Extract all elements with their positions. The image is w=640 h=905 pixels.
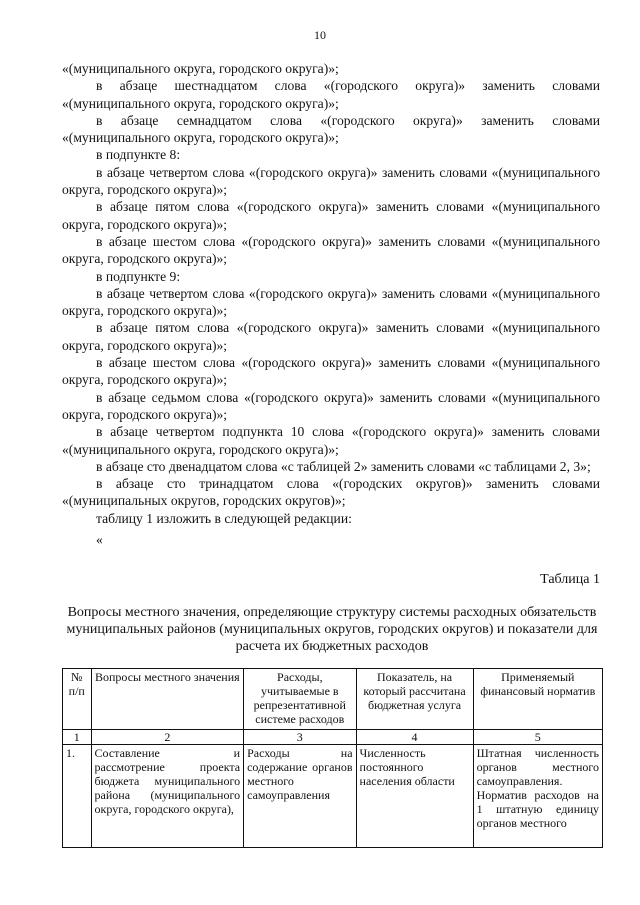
- column-number-row: [63, 730, 603, 745]
- page-number: 10: [314, 28, 326, 42]
- opening-quote: «: [96, 532, 103, 548]
- column-number: 2: [91, 730, 244, 745]
- header-indicator: Показатель, на который рассчитана бюджетная услуга: [356, 669, 473, 730]
- header-expenses: Расходы, учитываемые в репрезентативной системе расходов: [244, 669, 356, 730]
- paragraph: таблицу 1 изложить в следующей редакции:: [96, 510, 352, 526]
- paragraph: в абзаце шестом слова «(городского округа)» заменить словами «(муниципального округа, городского округа)»;: [62, 355, 600, 388]
- header-issues: Вопросы местного значения: [91, 669, 244, 730]
- table-title: Вопросы местного значения, определяющие структуру системы расходных обязательств муниципальных районов (муниципальных округов, городских округов) и показатели для расчета их бюджетных расходов: [66, 605, 598, 654]
- column-number: 3: [244, 730, 356, 745]
- paragraph: в абзаце сто двенадцатом слова «с таблицей 2» заменить словами «с таблицами 2, 3»;: [96, 458, 591, 474]
- paragraph: в абзаце шестнадцатом слова «(городского округа)» заменить словами «(муниципального округа, городского округа)»;: [62, 78, 600, 111]
- paragraph: в абзаце семнадцатом слова «(городского округа)» заменить словами «(муниципального округа, городского округа)»;: [62, 112, 600, 146]
- paragraph: в абзаце четвертом слова «(городского округа)» заменить словами «(муниципального округа, городского округа)»;: [62, 164, 600, 198]
- column-number: 4: [356, 730, 473, 745]
- paragraph: в абзаце четвертом подпункта 10 слова «(городского округа)» заменить словами «(муниципального округа, городского округа)»;: [62, 424, 600, 457]
- paragraph: в подпункте 8:: [96, 147, 181, 163]
- row-indicator: Численность постоянного населения области: [356, 745, 473, 848]
- row-normative: Штатная численность органов местного самоуправления. Норматив расходов на 1 штатную единицу органов местного: [473, 745, 602, 848]
- row-issue: Составление и рассмотрение проекта бюджета муниципального района (муниципального округа, городского округа),: [91, 745, 244, 848]
- header-normative: Применяемый финансовый норматив: [473, 669, 602, 730]
- paragraph: в абзаце пятом слова «(городского округа)» заменить словами «(муниципального округа, городского округа)»;: [62, 320, 600, 353]
- row-number: 1.: [63, 745, 92, 848]
- paragraph: в абзаце пятом слова «(городского округа)» заменить словами «(муниципального округа, городского округа)»;: [62, 199, 600, 232]
- header-number: № п/п: [63, 669, 92, 730]
- column-number: 5: [473, 730, 602, 745]
- expenditure-table: [62, 668, 603, 848]
- table-row: [63, 745, 603, 848]
- table-label: Таблица 1: [540, 572, 600, 587]
- paragraph: в абзаце сто тринадцатом слова «(городских округов)» заменить словами «(муниципальных округов, городских округов)»;: [62, 476, 600, 509]
- table-header-row: [63, 669, 603, 730]
- amendment-text: [62, 60, 600, 548]
- row-expenses: Расходы на содержание органов местного самоуправления: [244, 745, 356, 848]
- paragraph: в абзаце четвертом слова «(городского округа)» заменить словами «(муниципального округа, городского округа)»;: [62, 285, 600, 319]
- paragraph: в абзаце седьмом слова «(городского округа)» заменить словами «(муниципального округа, городского округа)»;: [62, 389, 600, 422]
- paragraph: «(муниципального округа, городского округа)»;: [62, 61, 339, 76]
- paragraph: в абзаце шестом слова «(городского округа)» заменить словами «(муниципального округа, городского округа)»;: [62, 233, 600, 267]
- column-number: 1: [63, 730, 92, 745]
- paragraph: в подпункте 9:: [96, 268, 181, 284]
